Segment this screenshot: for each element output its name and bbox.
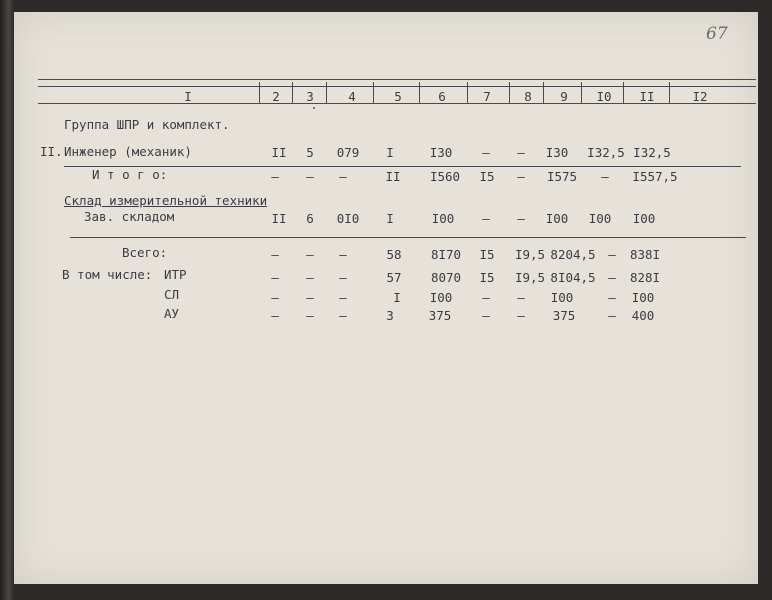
header-col-4: 4	[348, 89, 356, 104]
header-col-6: 6	[438, 89, 446, 104]
header-col-divider	[259, 82, 260, 103]
table-cell: 8070	[430, 270, 462, 285]
table-cell: I560	[429, 169, 461, 184]
table-cell: 3	[386, 308, 394, 323]
table-cell: II	[271, 145, 287, 160]
table-cell: 58	[386, 247, 402, 262]
row-label: ИТР	[164, 267, 187, 282]
table-cell: I00	[631, 290, 655, 305]
row-label: Инженер (механик)	[64, 144, 192, 159]
table-cell: 5	[306, 145, 314, 160]
table-cell: –	[271, 308, 279, 323]
table-cell: –	[306, 290, 314, 305]
table-cell: 079	[336, 145, 360, 160]
table-cell: I5	[479, 169, 495, 184]
table-cell: I00	[431, 211, 455, 226]
table-cell: –	[482, 211, 490, 226]
header-col-divider	[326, 82, 327, 103]
table-cell: –	[482, 308, 490, 323]
row-rule	[70, 237, 746, 238]
header-col-1: I	[184, 89, 192, 104]
header-col-divider	[669, 82, 670, 103]
header-col-divider	[467, 82, 468, 103]
table-cell: –	[608, 247, 616, 262]
header-col-3: 3	[306, 89, 314, 104]
table-cell: –	[517, 308, 525, 323]
table-cell: I00	[545, 211, 569, 226]
row-label: СЛ	[164, 287, 180, 302]
table-cell: –	[271, 290, 279, 305]
header-col-2: 2	[272, 89, 280, 104]
section-title: Склад измерительной техники	[64, 193, 268, 208]
table-cell: –	[608, 290, 616, 305]
table-cell: –	[339, 247, 347, 262]
table-cell: 375	[428, 308, 452, 323]
table-cell: 6	[306, 211, 314, 226]
table-cell: –	[339, 169, 347, 184]
table-cell: I575	[546, 169, 578, 184]
table-cell: I9,5	[514, 270, 546, 285]
header-col-divider	[509, 82, 510, 103]
table-cell: –	[271, 270, 279, 285]
table-cell: I557,5	[632, 169, 678, 184]
page-number: 67	[706, 24, 728, 44]
header-col-8: 8	[524, 89, 532, 104]
table-cell: –	[608, 308, 616, 323]
header-col-10: I0	[596, 89, 612, 104]
table-cell: –	[339, 290, 347, 305]
table-cell: I30	[545, 145, 569, 160]
table-cell: 400	[631, 308, 655, 323]
table-cell: 0I0	[336, 211, 360, 226]
table-cell: I	[386, 211, 394, 226]
table-cell: I	[393, 290, 401, 305]
table-cell: II	[385, 169, 401, 184]
table-cell: I32,5	[587, 145, 625, 160]
table-cell: –	[271, 169, 279, 184]
table-cell: 8204,5	[550, 247, 596, 262]
table-cell: –	[306, 169, 314, 184]
row-label: Зав. складом	[84, 209, 175, 224]
table-cell: –	[339, 308, 347, 323]
table-cell: I9,5	[514, 247, 546, 262]
header-col-9: 9	[560, 89, 568, 104]
vsego-label: Всего:	[122, 245, 168, 260]
header-col-divider	[292, 82, 293, 103]
table-cell: 828I	[629, 270, 661, 285]
table-cell: 375	[552, 308, 576, 323]
group-title: Группа ШПР и комплект.	[64, 117, 230, 132]
table-cell: 57	[386, 270, 402, 285]
ink-speck	[313, 107, 315, 109]
table-cell: I00	[550, 290, 574, 305]
header-col-12: I2	[692, 89, 708, 104]
header-col-11: II	[639, 89, 655, 104]
header-col-7: 7	[483, 89, 491, 104]
table-cell: I	[386, 145, 394, 160]
header-col-divider	[581, 82, 582, 103]
table-cell: I5	[479, 247, 495, 262]
table-cell: 8I04,5	[550, 270, 596, 285]
header-middle-rule	[38, 86, 756, 87]
table-cell: –	[517, 169, 525, 184]
row-label: АУ	[164, 306, 180, 321]
header-col-5: 5	[394, 89, 402, 104]
table-cell: I00	[632, 211, 656, 226]
table-cell: –	[517, 211, 525, 226]
table-cell: –	[306, 308, 314, 323]
table-cell: –	[271, 247, 279, 262]
table-cell: I00	[588, 211, 612, 226]
header-top-rule	[38, 79, 756, 80]
subtotal-label: В том числе:	[62, 267, 153, 282]
header-col-divider	[543, 82, 544, 103]
table-cell: –	[306, 270, 314, 285]
itogo-label: И т о г о:	[92, 167, 168, 182]
binding-edge	[0, 0, 14, 600]
table-cell: 8I70	[430, 247, 462, 262]
table-cell: –	[517, 145, 525, 160]
table-cell: I5	[479, 270, 495, 285]
header-col-divider	[373, 82, 374, 103]
table-cell: 838I	[629, 247, 661, 262]
table-cell: I32,5	[633, 145, 671, 160]
table-cell: –	[339, 270, 347, 285]
table-cell: I30	[429, 145, 453, 160]
table-cell: –	[306, 247, 314, 262]
table-cell: –	[517, 290, 525, 305]
table-cell: –	[601, 169, 609, 184]
header-col-divider	[623, 82, 624, 103]
header-col-divider	[419, 82, 420, 103]
table-cell: II	[271, 211, 287, 226]
table-cell: –	[608, 270, 616, 285]
section-number: II.	[40, 144, 63, 159]
table-cell: I00	[429, 290, 453, 305]
table-cell: –	[482, 145, 490, 160]
table-cell: –	[482, 290, 490, 305]
